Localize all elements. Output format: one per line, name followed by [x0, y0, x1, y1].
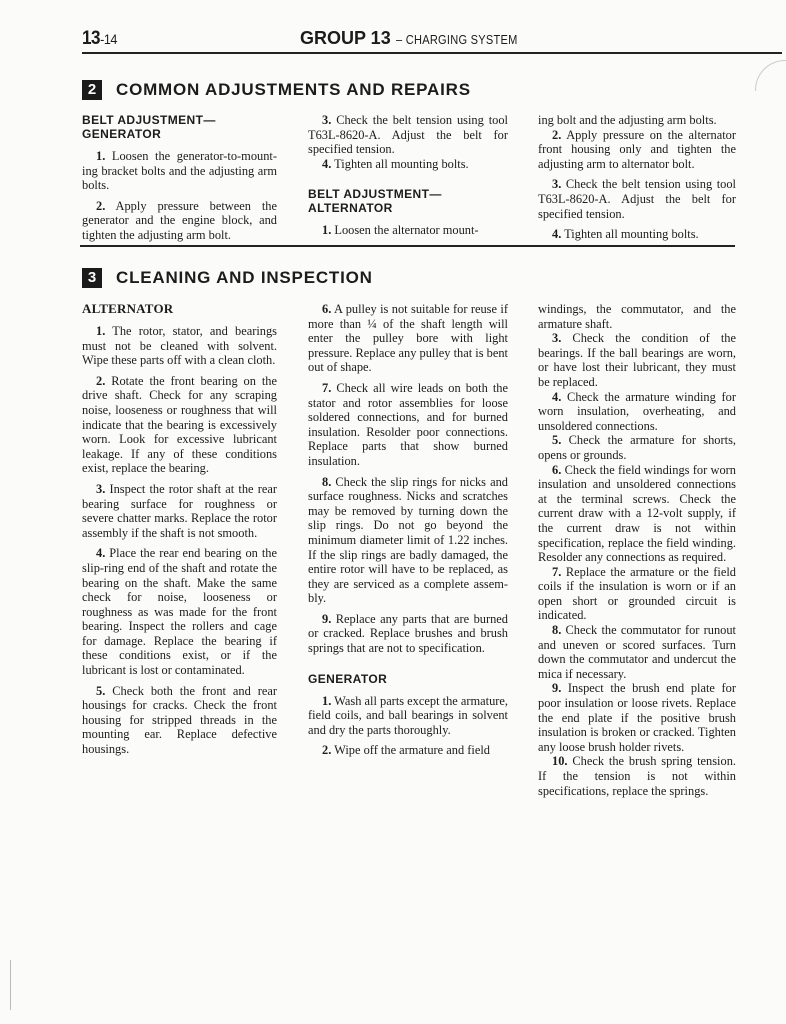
step-number: 8. — [322, 474, 332, 489]
step-paragraph — [308, 157, 508, 172]
step-text: Check the field windings for worn insulation and unsoldered connections at the terminal screws. Check the current draw with a 12-volt supply, if the current draw is not within specification, replace the field winding. Resolder any connections as required. — [538, 462, 736, 565]
step-number: 5. — [552, 433, 562, 448]
step-text: Apply pressure between the generator and the engine block, and tighten the adjusting arm bolt. — [82, 198, 277, 242]
step-paragraph — [308, 743, 508, 758]
step-paragraph — [82, 546, 277, 677]
step-text: Check the brush spring tension. If the tension is not within specifications, replace the springs. — [538, 754, 736, 798]
step-text: Wipe off the armature and field — [331, 743, 490, 758]
step-text: Check both the front and rear housings for cracks. Check the front housing for stripped threads in the mounting ear. Replace defective housings. — [82, 683, 277, 757]
step-number: 2. — [322, 743, 332, 758]
step-number: 10. — [552, 754, 568, 769]
step-number: 9. — [552, 681, 562, 696]
group-subtitle: – CHARGING SYSTEM — [395, 32, 518, 47]
step-continuation — [538, 113, 736, 128]
step-text: Inspect the brush end plate for poor insulation or loose rivets. Replace the end plate if the positive brush insulation is broken or cracked. Tighten any loose brush holder rivets. — [538, 681, 736, 754]
step-paragraph — [82, 684, 277, 757]
column-2-adjustments — [308, 113, 508, 244]
step-paragraph — [308, 223, 508, 238]
step-paragraph — [308, 612, 508, 656]
subheading-line-1: BELT ADJUSTMENT— — [308, 187, 442, 202]
step-number: 6. — [322, 302, 332, 316]
step-number: 3. — [322, 113, 332, 127]
step-text: Rotate the front bearing on the drive shaft. Check for any scraping noise, looseness or roughness that will indicate that the bearing is excessively worn. Look for excessive lubricant leakage. If any of these conditions exist, replace the bearing. — [82, 373, 277, 476]
step-number: 1. — [96, 149, 106, 163]
step-paragraph — [538, 754, 736, 798]
subheading-line-2: GENERATOR — [82, 127, 162, 141]
step-paragraph — [538, 681, 736, 754]
step-text: Check all wire leads on both the stator and rotor assemblies for loose soldered connections, and for burned insulation. Resolder poor connections. Replace parts that show burned insulation. — [308, 380, 508, 468]
subheading-alternator: ALTERNATOR — [82, 301, 174, 316]
step-number: 7. — [552, 564, 562, 579]
section-divider-rule — [80, 245, 735, 247]
step-text: Check the condition of the bearings. If the ball bearings are worn, or have lost their lubricant, they must be replaced. — [538, 331, 736, 389]
step-text: Inspect the rotor shaft at the rear bearing surface for roughness or severe chatter marks. Replace the rotor assembly if the shaft is not smooth. — [82, 481, 277, 540]
step-number: 4. — [552, 389, 562, 404]
section-number-badge: 3 — [82, 268, 102, 288]
step-paragraph — [308, 381, 508, 469]
step-text: Replace any parts that are burned or cracked. Replace brushes and brush springs that are not to specification. — [308, 611, 508, 656]
page-number-sub: -14 — [100, 31, 117, 47]
step-number: 2. — [552, 127, 562, 142]
step-number: 3. — [552, 177, 562, 192]
step-number: 5. — [96, 683, 106, 698]
subheading-line-1: BELT ADJUSTMENT— — [82, 113, 216, 127]
step-text: Check the slip rings for nicks and surface roughness. Nicks and scratches may be removed by turning down the slip rings. Do not go beyond the minimum diameter limit of 1.22 inches. If the slip rings are badly damaged, the entire rotor will have to be replaced, as they are serviced as a complete assembly. — [308, 474, 508, 606]
step-paragraph — [538, 565, 736, 623]
column-1-cleaning — [82, 302, 277, 763]
group-title — [300, 28, 539, 49]
step-text: Check the armature winding for worn insulation, overheating, and unsoldered connections. — [538, 389, 736, 433]
step-number: 6. — [552, 462, 562, 477]
step-text: Loosen the generator-to-mounting bracket bolts and the adjusting arm bolts. — [82, 149, 277, 193]
step-paragraph — [538, 623, 736, 681]
step-number: 4. — [322, 156, 332, 171]
running-head — [82, 28, 736, 50]
section-number-badge: 2 — [82, 80, 102, 100]
section-heading-cleaning-inspection — [82, 268, 373, 288]
step-paragraph — [538, 227, 736, 242]
step-text: windings, the commutator, and the armature shaft. — [538, 302, 736, 331]
step-number: 9. — [322, 611, 332, 626]
subheading-line-2: ALTERNATOR — [308, 201, 393, 216]
step-number: 1. — [96, 324, 106, 338]
column-3-adjustments — [538, 113, 736, 248]
step-paragraph — [308, 302, 508, 375]
step-text: Check the commutator for runout and uneven or scored surfaces. Turn down the commutator and undercut the mica if necessary. — [538, 623, 736, 681]
step-number: 2. — [96, 198, 106, 213]
step-text: Tighten all mounting bolts. — [331, 156, 469, 171]
step-paragraph — [82, 149, 277, 193]
step-text: A pulley is not suitable for reuse if more than ¼ of the shaft length will enter the pulley bore with light pressure. Replace any pulley that is bent out of shape. — [308, 302, 508, 375]
header-rule — [82, 52, 782, 54]
step-number: 3. — [552, 331, 562, 346]
step-number: 3. — [96, 481, 106, 496]
step-paragraph — [538, 433, 736, 462]
step-number: 2. — [96, 373, 106, 388]
subheading-belt-adjustment-alternator — [308, 187, 508, 215]
page-edge-mark — [10, 960, 11, 1010]
step-number: 7. — [322, 380, 332, 395]
step-paragraph — [538, 128, 736, 172]
section-heading-common-adjustments — [82, 80, 471, 100]
step-text: ing bolt and the adjusting arm bolts. — [538, 113, 717, 127]
column-3-cleaning — [538, 302, 736, 798]
page-corner-mark — [755, 60, 786, 91]
step-continuation — [538, 302, 736, 331]
page-number — [82, 28, 117, 50]
step-paragraph — [308, 475, 508, 606]
step-paragraph — [538, 463, 736, 565]
page-number-main: 13 — [82, 28, 101, 49]
step-text: Tighten all mounting bolts. — [561, 227, 699, 242]
step-number: 8. — [552, 623, 562, 638]
step-paragraph — [538, 177, 736, 221]
step-text: Check the belt tension using tool T63L-8620-A. Adjust the belt for specified tension. — [308, 113, 508, 157]
step-paragraph — [308, 113, 508, 157]
step-paragraph — [82, 324, 277, 368]
step-text: Check the armature for shorts, opens or grounds. — [538, 433, 736, 462]
step-text: Wash all parts except the armature, field coils, and ball bearings in solvent and dry the parts thoroughly. — [308, 693, 508, 737]
step-paragraph — [82, 482, 277, 540]
step-text: Check the belt tension using tool T63L-8620-A. Adjust the belt for specified tension. — [538, 177, 736, 221]
step-number: 1. — [322, 223, 332, 238]
step-number: 1. — [322, 693, 332, 708]
step-paragraph — [538, 390, 736, 434]
step-paragraph — [82, 374, 277, 476]
subheading-generator: GENERATOR — [308, 671, 388, 686]
step-paragraph — [308, 694, 508, 738]
column-1-adjustments — [82, 113, 277, 249]
step-text: Loosen the alternator mount- — [331, 223, 479, 238]
section-title: CLEANING AND INSPECTION — [116, 268, 373, 287]
subheading-belt-adjustment-generator — [82, 113, 277, 141]
step-paragraph — [82, 199, 277, 243]
step-text: Apply pressure on the alternator front housing only and tighten the adjusting arm to alternator bolt. — [538, 127, 736, 171]
step-number: 4. — [96, 546, 106, 561]
step-paragraph — [538, 331, 736, 389]
step-text: Place the rear end bearing on the slip-ring end of the shaft and rotate the bearing on the shaft. Make the same check for noise, looseness or roughness as was made for the front bearing. Inspect the rollers and cage for damage. Replace the bearing if these conditions exist, or if the lubricant is lost or contaminated. — [82, 546, 277, 678]
column-2-cleaning — [308, 302, 508, 764]
step-number: 4. — [552, 227, 562, 242]
step-text: Replace the armature or the field coils if the insulation is worn or if an open short or grounded circuit is indicated. — [538, 564, 736, 623]
group-label: GROUP 13 — [300, 28, 391, 48]
section-title: COMMON ADJUSTMENTS AND REPAIRS — [116, 80, 471, 99]
step-text: The rotor, stator, and bearings must not be cleaned with solvent. Wipe these parts off with a clean cloth. — [82, 324, 277, 368]
